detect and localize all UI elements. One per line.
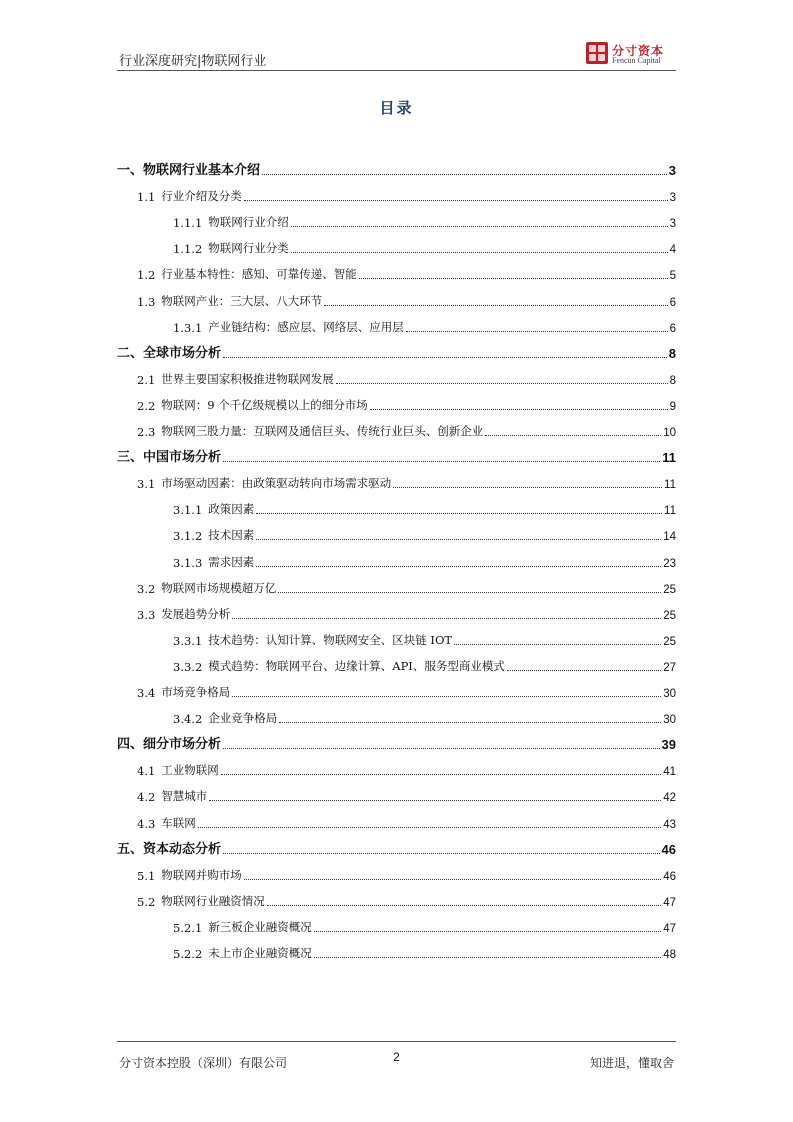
- toc-entry[interactable]: [117, 343, 676, 361]
- toc-entry[interactable]: [117, 525, 676, 543]
- toc-entry-number: 5.2: [137, 894, 156, 909]
- toc-entry-number: 3.1.3: [173, 555, 203, 570]
- toc-entry-title: 行业基本特性：感知、可靠传递、智能: [161, 267, 357, 282]
- toc-entry[interactable]: [117, 473, 676, 491]
- toc-entry-title: 模式趋势：物联网平台、边缘计算、API、服务型商业模式: [208, 658, 505, 673]
- toc-entry-title: 物联网行业介绍: [208, 215, 289, 230]
- toc-entry-number: 3.1.1: [173, 503, 203, 518]
- toc-entry-number: 3.4.2: [173, 712, 203, 727]
- toc-entry-number: 3.1.2: [173, 529, 203, 544]
- toc-dot-leader: [314, 956, 661, 958]
- toc-entry-page: 48: [663, 949, 676, 961]
- toc-entry-page: 47: [663, 922, 676, 935]
- toc-dot-leader: [454, 643, 661, 645]
- toc-dot-leader: [485, 434, 661, 436]
- toc-entry[interactable]: [117, 708, 676, 726]
- toc-dot-leader: [291, 251, 668, 253]
- toc-entry-page: 42: [663, 792, 676, 805]
- toc-entry-number: 3.4: [137, 686, 156, 700]
- toc-dot-leader: [406, 330, 668, 332]
- toc-entry-number: 5.2.1: [173, 920, 203, 935]
- toc-entry-number: 1.1.1: [173, 216, 203, 231]
- toc-entry[interactable]: [117, 578, 676, 596]
- toc-entry-title: 技术趋势：认知计算、物联网安全、区块链 IOT: [208, 632, 453, 647]
- toc-entry[interactable]: [117, 291, 676, 309]
- toc-entry-page: 27: [663, 661, 676, 674]
- toc-entry-title: 市场驱动因素：由政策驱动转向市场需求驱动: [161, 476, 392, 491]
- toc-entry-page: 46: [661, 841, 676, 857]
- toc-entry-number: 一、: [117, 163, 144, 178]
- toc-entry-title: 世界主要国家积极推进物联网发展: [161, 371, 334, 386]
- toc-entry-number: 4.3: [137, 816, 156, 831]
- toc-entry-title: 政策因素: [208, 502, 255, 517]
- footer-motto: 知进退，懂取舍: [589, 1056, 674, 1070]
- toc-entry-title: 物联网：9 个千亿级规模以上的细分市场: [161, 397, 368, 412]
- toc-entry[interactable]: [117, 369, 676, 387]
- toc-entry-page: 6: [669, 322, 676, 335]
- toc-entry-title: 资本动态分析: [143, 841, 222, 857]
- toc-entry-page: 39: [661, 737, 676, 753]
- page-header: [117, 38, 676, 71]
- toc-entry-title: 物联网行业融资情况: [161, 893, 265, 908]
- toc-entry[interactable]: [117, 552, 676, 570]
- toc-entry-page: 30: [663, 714, 676, 727]
- toc-dot-leader: [256, 538, 661, 540]
- toc-entry-number: 2.3: [137, 425, 156, 439]
- toc-entry-title: 物联网产业：三大层、八大环节: [161, 293, 323, 308]
- toc-entry-page: 25: [663, 635, 676, 648]
- toc-entry[interactable]: [117, 238, 676, 256]
- toc-entry[interactable]: [117, 917, 676, 935]
- toc-entry-page: 11: [664, 505, 676, 518]
- toc-entry-number: 2.2: [137, 398, 156, 413]
- toc-entry[interactable]: [117, 447, 676, 465]
- toc-dot-leader: [244, 199, 668, 201]
- toc-entry-number: 4.2: [137, 790, 156, 805]
- toc-entry-number: 五、: [117, 841, 144, 857]
- toc-entry-title: 市场竞争格局: [161, 685, 231, 699]
- toc-dot-leader: [336, 382, 668, 384]
- toc-entry-page: 6: [669, 296, 676, 309]
- toc-dot-leader: [244, 878, 661, 880]
- toc-entry-number: 3.3.1: [173, 633, 203, 648]
- toc-dot-leader: [507, 669, 661, 671]
- toc-entry[interactable]: [117, 656, 676, 674]
- toc-entry[interactable]: [117, 813, 676, 831]
- seal-icon: [586, 42, 608, 64]
- toc-entry-title: 物联网三股力量：互联网及通信巨头、传统行业巨头、创新企业: [161, 424, 484, 438]
- toc-dot-leader: [221, 773, 661, 775]
- toc-entry-page: 8: [669, 374, 676, 387]
- toc-dot-leader: [223, 356, 667, 358]
- toc-entry-page: 46: [663, 870, 676, 883]
- toc-dot-leader: [393, 486, 662, 488]
- toc-entry-number: 1.1: [137, 190, 156, 205]
- toc-dot-leader: [359, 277, 668, 279]
- toc-entry[interactable]: [117, 682, 676, 700]
- logo-english-name: Fencun Capital: [612, 56, 661, 65]
- toc-dot-leader: [267, 904, 661, 906]
- toc-entry-page: 11: [662, 450, 676, 466]
- toc-dot-leader: [279, 721, 661, 723]
- toc-entry-title: 全球市场分析: [143, 345, 222, 361]
- logo-chinese-name: 分寸资本: [612, 44, 665, 58]
- toc-entry-page: 41: [663, 766, 676, 779]
- toc-entry-title: 行业介绍及分类: [161, 189, 242, 204]
- toc-entry-page: 43: [663, 818, 676, 831]
- toc-entry-number: 3.2: [137, 581, 156, 596]
- toc-dot-leader: [370, 408, 668, 410]
- toc-entry-title: 物联网行业分类: [208, 241, 289, 256]
- toc-entry-title: 物联网行业基本介绍: [143, 163, 261, 178]
- toc-entry-page: 11: [664, 479, 676, 492]
- toc-dot-leader: [209, 799, 661, 801]
- toc-dot-leader: [324, 304, 667, 306]
- toc-entry-number: 1.1.2: [173, 242, 203, 257]
- toc-dot-leader: [278, 591, 661, 593]
- toc-entry-number: 3.1: [137, 477, 156, 492]
- toc-entry-page: 10: [663, 427, 676, 439]
- toc-dot-leader: [256, 512, 662, 514]
- toc-entry-title: 工业物联网: [161, 763, 219, 778]
- toc-entry-page: 3: [669, 192, 676, 205]
- toc-entry-number: 3.3: [137, 607, 156, 622]
- toc-entry-number: 5.1: [137, 868, 156, 883]
- header-title: 行业深度研究|物联网行业: [119, 54, 267, 69]
- toc-entry-page: 25: [663, 583, 676, 596]
- toc-entry[interactable]: [117, 865, 676, 883]
- toc-entry-title: 智慧城市: [161, 789, 208, 804]
- page-footer: [117, 1041, 676, 1082]
- toc-entry-page: 25: [663, 609, 676, 622]
- toc-entry-title: 细分市场分析: [143, 737, 222, 753]
- toc-dot-leader: [291, 225, 668, 227]
- toc-entry[interactable]: [117, 604, 676, 622]
- toc-entry-number: 4.1: [137, 764, 156, 779]
- toc-entry-page: 9: [669, 400, 676, 413]
- toc-entry-title: 物联网并购市场: [161, 867, 242, 882]
- footer-company: 分寸资本控股（深圳）有限公司: [119, 1056, 288, 1070]
- toc-entry-title: 物联网市场规模超万亿: [161, 580, 277, 595]
- toc-entry-number: 2.1: [137, 372, 156, 387]
- toc-entry[interactable]: [117, 499, 676, 517]
- toc-dot-leader: [256, 565, 661, 567]
- toc-entry-title: 中国市场分析: [143, 450, 222, 466]
- toc-entry[interactable]: [117, 212, 676, 230]
- toc-entry-number: 二、: [117, 345, 144, 361]
- toc-entry-number: 四、: [117, 737, 144, 753]
- toc-dot-leader: [223, 852, 660, 854]
- toc-dot-leader: [223, 460, 660, 462]
- toc-entry[interactable]: [117, 839, 676, 857]
- toc-entry[interactable]: [117, 421, 676, 439]
- toc-entry-number: 3.3.2: [173, 659, 203, 674]
- toc-entry-title: 车联网: [161, 815, 196, 830]
- toc-entry[interactable]: [117, 317, 676, 335]
- toc-entry-title: 产业链结构：感应层、网络层、应用层: [208, 319, 404, 334]
- toc-entry[interactable]: [117, 786, 676, 804]
- toc-entry-page: 3: [669, 218, 676, 231]
- toc-entry[interactable]: [117, 395, 676, 413]
- toc-dot-leader: [314, 930, 661, 932]
- toc-dot-leader: [198, 826, 661, 828]
- toc-entry-title: 未上市企业融资概况: [208, 946, 312, 960]
- toc-entry-page: 47: [663, 896, 676, 909]
- toc-entry-number: 1.3.1: [173, 320, 203, 335]
- toc-entry[interactable]: [117, 630, 676, 648]
- toc-entry-title: 需求因素: [208, 554, 255, 569]
- toc-entry-page: 23: [663, 557, 676, 570]
- toc-entry[interactable]: [117, 186, 676, 204]
- toc-entry[interactable]: [117, 734, 676, 752]
- toc-entry[interactable]: [117, 760, 676, 778]
- toc-dot-leader: [262, 173, 667, 175]
- toc-entry-page: 14: [663, 531, 676, 544]
- toc-dot-leader: [223, 747, 660, 749]
- toc-entry-page: 3: [668, 163, 676, 178]
- toc-entry-number: 1.2: [137, 268, 156, 283]
- toc-entry-page: 8: [668, 345, 676, 361]
- toc-entry[interactable]: [117, 160, 676, 178]
- toc-entry-title: 企业竞争格局: [208, 711, 278, 726]
- toc-entry-title: 技术因素: [208, 528, 255, 543]
- toc-entry[interactable]: [117, 891, 676, 909]
- toc-entry[interactable]: [117, 943, 676, 961]
- footer-page-number: 2: [393, 1050, 400, 1064]
- toc-entry-title: 新三板企业融资概况: [208, 919, 312, 934]
- toc-title: 目录: [379, 99, 414, 117]
- toc-entry-number: 5.2.2: [173, 947, 203, 961]
- toc-entry-title: 发展趋势分析: [161, 606, 231, 621]
- toc-entry-page: 30: [663, 688, 676, 700]
- toc-entry[interactable]: [117, 264, 676, 282]
- toc-entry-number: 1.3: [137, 294, 156, 309]
- toc-dot-leader: [232, 617, 661, 619]
- toc-entry-page: 5: [669, 270, 676, 283]
- toc-entry-number: 三、: [117, 450, 144, 466]
- company-logo: [586, 42, 676, 66]
- toc-entry-page: 4: [669, 244, 676, 257]
- toc-dot-leader: [232, 695, 661, 697]
